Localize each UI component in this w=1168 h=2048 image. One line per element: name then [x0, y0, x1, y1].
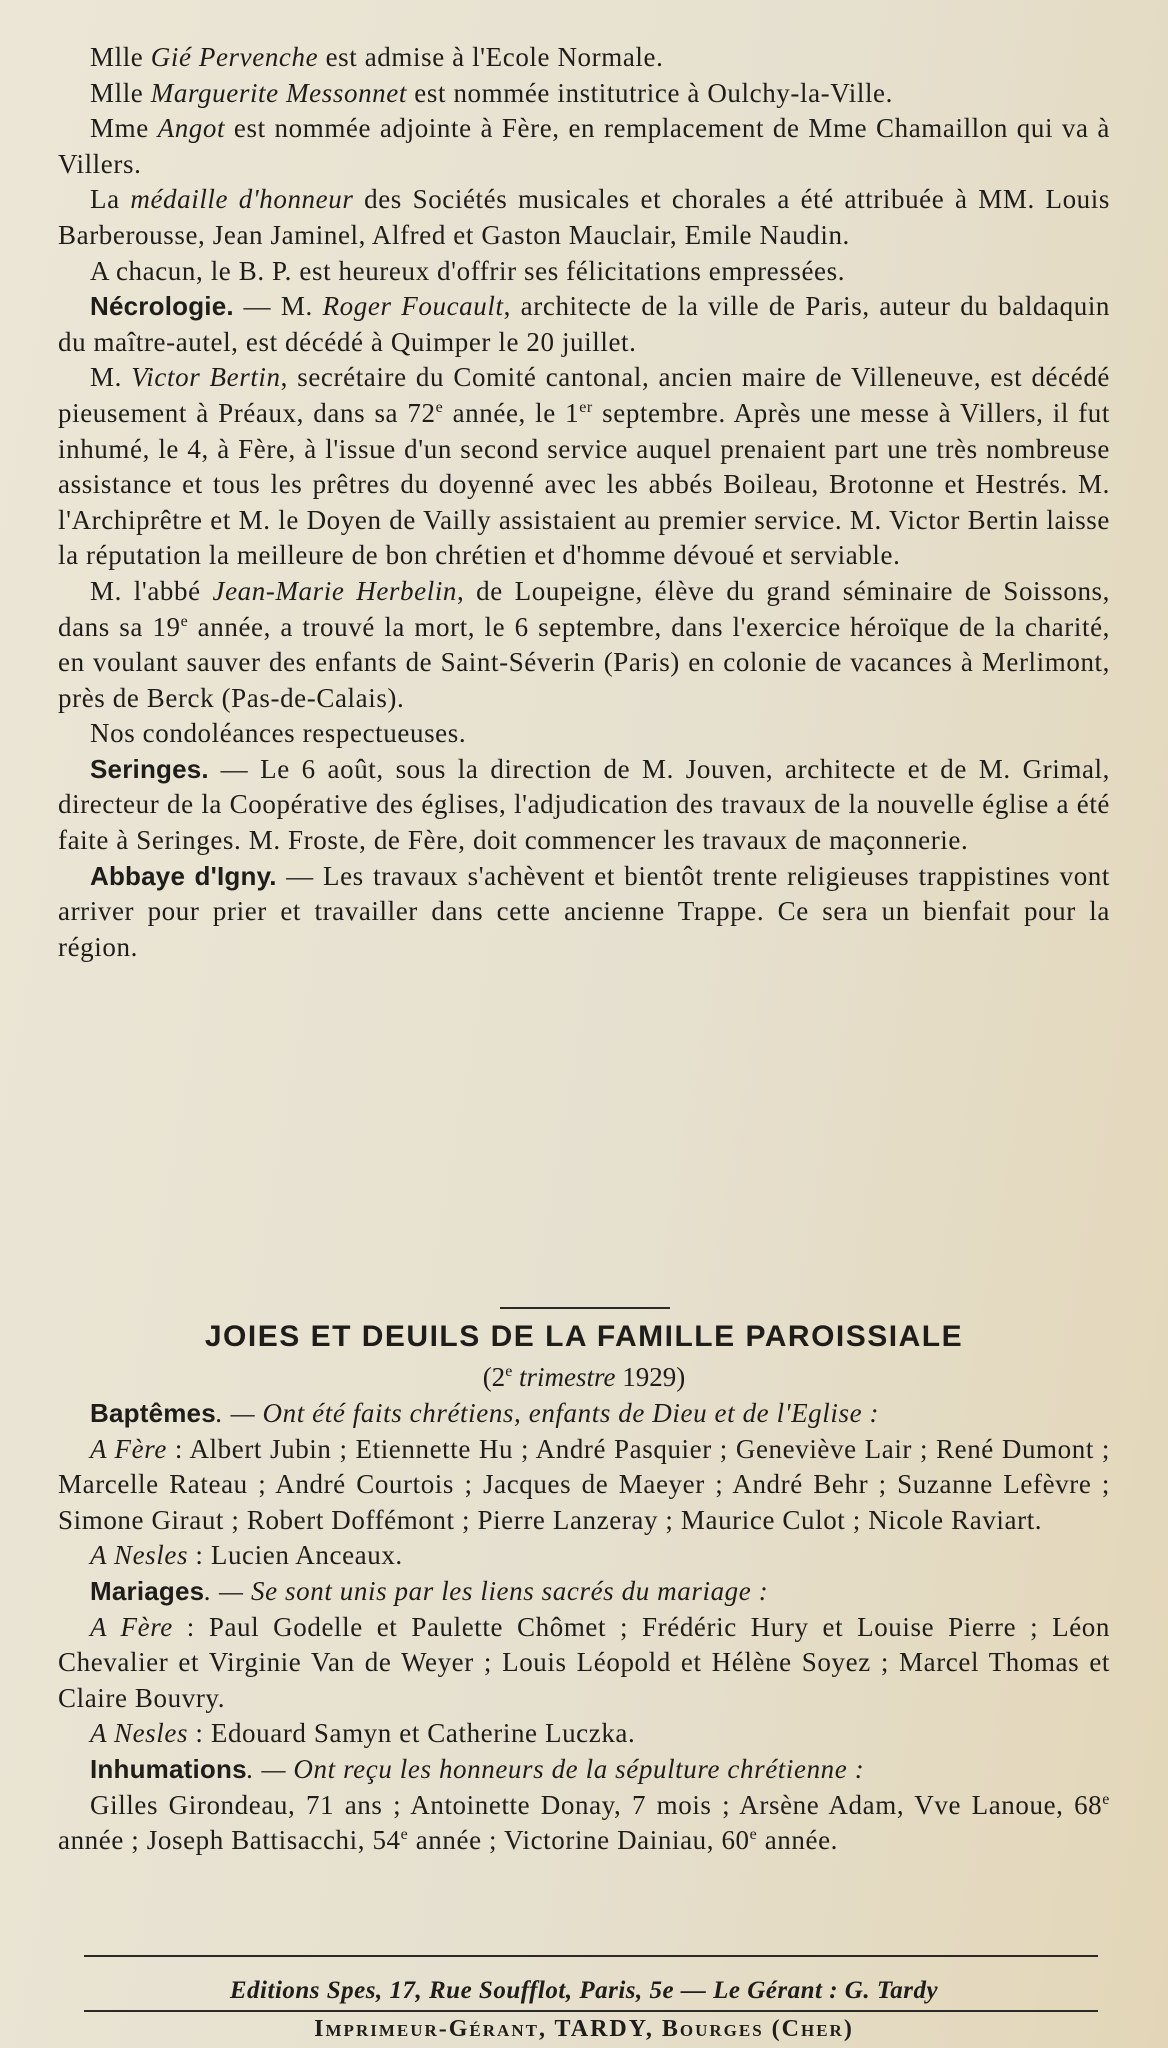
place-label: A Fère — [90, 1611, 173, 1642]
text: — M. — [233, 291, 323, 322]
famille-subtitle — [58, 1362, 1110, 1393]
footer-publisher: Editions Spes, 17, Rue Soufflot, Paris, 5e — Le Gérant : G. Tardy — [229, 1977, 939, 2004]
section-heading: Mariages — [90, 1575, 205, 1606]
superscript: er — [579, 398, 593, 416]
seringes-paragraph — [58, 752, 1110, 859]
text: septembre. Après une messe à Villers, il fut inhumé, le 4, à Fère, à l'issue d'un second service auquel prenaient part une très nombreuse assistance et tous les prêtres du doyenné avec les abbés Boileau, Brotonne et Hestrés. M. l'Archiprêtre et M. le Doyen de Vailly assistaient au premier service. M. Victor Bertin laisse la réputation la meilleure de bon chrétien et d'homme dévoué et serviable. — [58, 397, 1110, 571]
superscript: e — [505, 1363, 513, 1380]
text: année, a trouvé la mort, le 6 septembre, dans l'exercice héroïque de la charité, en voulant sauver des enfants de Saint-Séverin (Paris) en colonie de vacances à Merlimont, près de Berck (Pas-de-Calais). — [58, 611, 1110, 713]
text: , architecte de la ville de Paris, auteur du baldaquin du maître-autel, est décédé à Quimper le 20 juillet. — [58, 291, 1111, 357]
notice-medaille — [58, 182, 1110, 253]
text: des Sociétés musicales et chorales a été attribuée à MM. Louis Barberousse, Jean Jaminel, Alfred et Gaston Mauclair, Emile Naudin. — [58, 184, 1110, 250]
text: — Les travaux s'achèvent et bientôt trente religieuses trappistines vont arriver pour prier et travailler dans cette ancienne Trappe. Ce sera un bienfait pour la région. — [58, 860, 1110, 962]
text: : Lucien Anceaux. — [188, 1540, 403, 1571]
person-name: Jean-Marie Herbelin — [212, 575, 458, 606]
text: année ; Victorine Dainiau, 60 — [408, 1825, 750, 1856]
text: est nommée institutrice à Oulchy-la-Ville. — [406, 77, 893, 108]
text: est admise à l'Ecole Normale. — [318, 42, 664, 72]
text: année. — [757, 1825, 839, 1856]
text: Mlle — [90, 77, 151, 108]
necrologie-condoleances: Nos condoléances respectueuses. — [90, 718, 467, 749]
mariages-intro — [58, 1574, 1110, 1610]
famille-column — [58, 1396, 1110, 1859]
person-name: Roger Foucault — [322, 291, 504, 322]
notice-messonnet — [58, 76, 1110, 112]
footer-printer: Imprimeur-Gérant, TARDY, Bourges (Cher) — [314, 2016, 854, 2042]
divider — [500, 1307, 670, 1309]
superscript: e — [749, 1826, 758, 1844]
text: . — Ont reçu les honneurs de la sépulture chrétienne : — [246, 1753, 865, 1784]
necrologie-foucault — [58, 289, 1110, 360]
mariages-fere — [58, 1610, 1110, 1717]
baptemes-nesles — [58, 1538, 1110, 1574]
text: : Paul Godelle et Paulette Chômet ; Frédéric Hury et Louise Pierre ; Léon Chevalier et Virginie Van de Weyer ; Louis Léopold et Hélène Soyez ; Marcel Thomas et Claire Bouvry. — [58, 1611, 1110, 1713]
section-heading: Abbaye d'Igny. — [90, 860, 277, 891]
place-label: A Nesles — [90, 1540, 189, 1571]
section-heading: Seringes. — [90, 753, 209, 784]
section-heading: Baptêmes — [90, 1398, 216, 1428]
text: Gilles Girondeau, 71 ans ; Antoinette Donay, 7 mois ; Arsène Adam, Vve Lanoue, 68 — [90, 1789, 1103, 1820]
text: M. — [90, 362, 132, 393]
notice-felicitations: A chacun, le B. P. est heureux d'offrir ses félicitations empressées. — [90, 255, 846, 286]
superscript: e — [1102, 1790, 1110, 1808]
necrologie-bertin — [58, 360, 1110, 574]
igny-paragraph — [58, 859, 1110, 966]
text: : Edouard Samyn et Catherine Luczka. — [188, 1718, 636, 1749]
section-heading: Nécrologie. — [90, 291, 234, 322]
baptemes-fere — [58, 1432, 1110, 1539]
text: (2 — [482, 1362, 506, 1392]
news-column — [58, 40, 1110, 965]
place-label: A Nesles — [90, 1718, 189, 1749]
person-name: Marguerite Messonnet — [150, 77, 407, 108]
text: trimestre — [512, 1362, 616, 1392]
notice-angot — [58, 111, 1110, 182]
text: : Albert Jubin ; Etiennette Hu ; André Pasquier ; Geneviève Lair ; René Dumont ; Marcelle Rateau ; André Courtois ; Jacques de Maeyer ; André Behr ; Suzanne Lefèvre ; Simone Giraut ; Robert Doffémont ; Pierre Lanzeray ; Maurice Culot ; Nicole Raviart. — [58, 1433, 1111, 1535]
text: . — Se sont unis par les liens sacrés du mariage : — [204, 1575, 769, 1606]
text: La — [90, 184, 131, 215]
mariages-nesles — [58, 1716, 1110, 1752]
baptemes-intro — [58, 1396, 1110, 1432]
text: année ; Joseph Battisacchi, 54 — [58, 1825, 401, 1856]
place-label: A Fère — [90, 1433, 167, 1464]
text: année, le 1 — [443, 397, 580, 428]
text: M. l'abbé — [90, 575, 213, 606]
footer-rule-top — [84, 1955, 1098, 1957]
text: , secrétaire du Comité cantonal, ancien maire de Villeneuve, est décédé pieusement à Préaux, dans sa 72 — [58, 362, 1110, 428]
text: , de Loupeigne, élève du grand séminaire de Soissons, dans sa 19 — [58, 575, 1111, 642]
text: — Le 6 août, sous la direction de M. Jouven, architecte et de M. Grimal, directeur de la Coopérative des églises, l'adjudication des travaux de la nouvelle église a été faite à Seringes. M. Froste, de Fère, doit commencer les travaux de maçonnerie. — [58, 753, 1110, 856]
superscript: e — [400, 1826, 409, 1844]
person-name: Victor Bertin — [131, 362, 281, 393]
award-name: médaille d'honneur — [130, 184, 354, 215]
necrologie-herbelin — [58, 574, 1110, 716]
text: Mlle — [90, 42, 151, 72]
footer-rule-bottom — [84, 2010, 1098, 2012]
person-name: Angot — [157, 113, 226, 144]
inhumations-intro — [58, 1752, 1110, 1788]
section-heading: Inhumations — [90, 1753, 247, 1784]
famille-title: JOIES ET DEUILS DE LA FAMILLE PAROISSIALE — [204, 1320, 964, 1353]
text: est nommée adjointe à Fère, en remplacement de Mme Chamaillon qui va à Villers. — [58, 113, 1110, 179]
inhumations-list — [58, 1788, 1110, 1859]
superscript: e — [435, 398, 444, 416]
notice-pervenche — [58, 40, 1110, 76]
superscript: e — [180, 612, 189, 630]
text: 1929) — [615, 1362, 686, 1392]
text: . — Ont été faits chrétiens, enfants de Dieu et de l'Eglise : — [215, 1398, 880, 1428]
person-name: Gié Pervenche — [150, 42, 319, 72]
text: Mme — [90, 113, 158, 144]
